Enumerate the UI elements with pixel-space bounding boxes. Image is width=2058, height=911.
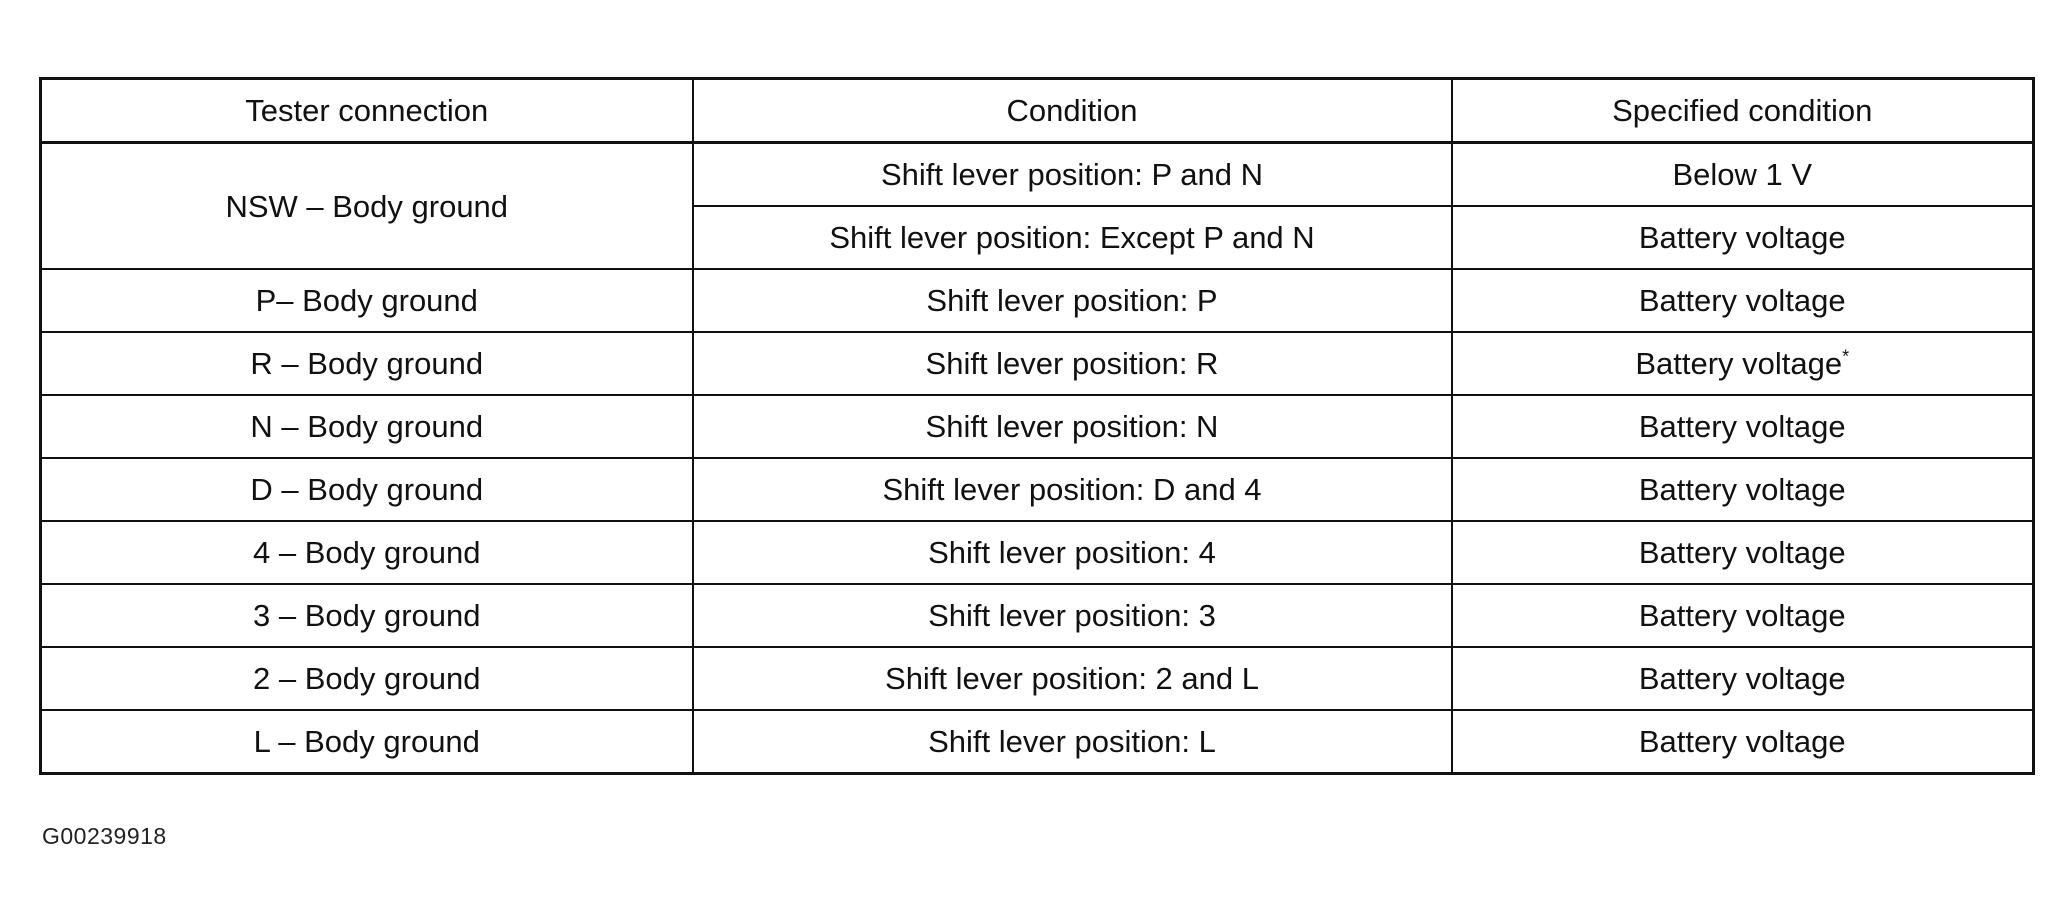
specified-value: Battery voltage xyxy=(1638,409,1846,444)
tester-connection-table xyxy=(39,77,2035,775)
cell-tester-connection: N – Body ground xyxy=(41,395,693,458)
table-row xyxy=(41,647,2034,710)
cell-tester-connection: 2 – Body ground xyxy=(41,647,693,710)
specified-value: Battery voltage xyxy=(1638,724,1846,759)
specified-value: Battery voltage xyxy=(1638,598,1846,633)
table-row xyxy=(41,269,2034,332)
cell-specified-condition xyxy=(1452,710,2034,774)
cell-condition: Shift lever position: 3 xyxy=(693,584,1452,647)
cell-specified-condition xyxy=(1452,332,2034,395)
specified-value: Battery voltage xyxy=(1638,535,1846,570)
figure-id: G00239918 xyxy=(42,823,167,849)
table-row xyxy=(41,710,2034,774)
header-specified-condition: Specified condition xyxy=(1452,79,2034,143)
table-row xyxy=(41,143,2034,207)
cell-condition: Shift lever position: N xyxy=(693,395,1452,458)
cell-tester-connection: P– Body ground xyxy=(41,269,693,332)
cell-specified-condition xyxy=(1452,269,2034,332)
cell-specified-condition xyxy=(1452,647,2034,710)
table-row xyxy=(41,584,2034,647)
specified-value: Battery voltage xyxy=(1635,346,1843,381)
cell-tester-connection: L – Body ground xyxy=(41,710,693,774)
specified-value: Battery voltage xyxy=(1638,661,1846,696)
specified-value: Battery voltage xyxy=(1638,283,1846,318)
cell-condition: Shift lever position: 2 and L xyxy=(693,647,1452,710)
footnote-mark: * xyxy=(1842,346,1850,367)
header-condition: Condition xyxy=(693,79,1452,143)
cell-condition: Shift lever position: R xyxy=(693,332,1452,395)
table-row xyxy=(41,458,2034,521)
table-header-row xyxy=(41,79,2034,143)
table-row xyxy=(41,395,2034,458)
cell-condition: Shift lever position: D and 4 xyxy=(693,458,1452,521)
cell-specified-condition xyxy=(1452,521,2034,584)
spec-table-container xyxy=(39,77,2032,775)
cell-specified-condition xyxy=(1452,395,2034,458)
cell-tester-connection: R – Body ground xyxy=(41,332,693,395)
cell-tester-connection: 3 – Body ground xyxy=(41,584,693,647)
header-tester-connection: Tester connection xyxy=(41,79,693,143)
cell-tester-connection: NSW – Body ground xyxy=(41,143,693,270)
table-row xyxy=(41,332,2034,395)
cell-condition: Shift lever position: 4 xyxy=(693,521,1452,584)
cell-specified-condition: Below 1 V xyxy=(1452,143,2034,207)
cell-tester-connection: 4 – Body ground xyxy=(41,521,693,584)
cell-tester-connection: D – Body ground xyxy=(41,458,693,521)
cell-condition: Shift lever position: P xyxy=(693,269,1452,332)
cell-specified-condition xyxy=(1452,458,2034,521)
table-row xyxy=(41,521,2034,584)
specified-value: Battery voltage xyxy=(1638,472,1846,507)
cell-condition: Shift lever position: P and N xyxy=(693,143,1452,207)
cell-specified-condition: Battery voltage xyxy=(1452,206,2034,269)
cell-condition: Shift lever position: L xyxy=(693,710,1452,774)
cell-specified-condition xyxy=(1452,584,2034,647)
cell-condition: Shift lever position: Except P and N xyxy=(693,206,1452,269)
